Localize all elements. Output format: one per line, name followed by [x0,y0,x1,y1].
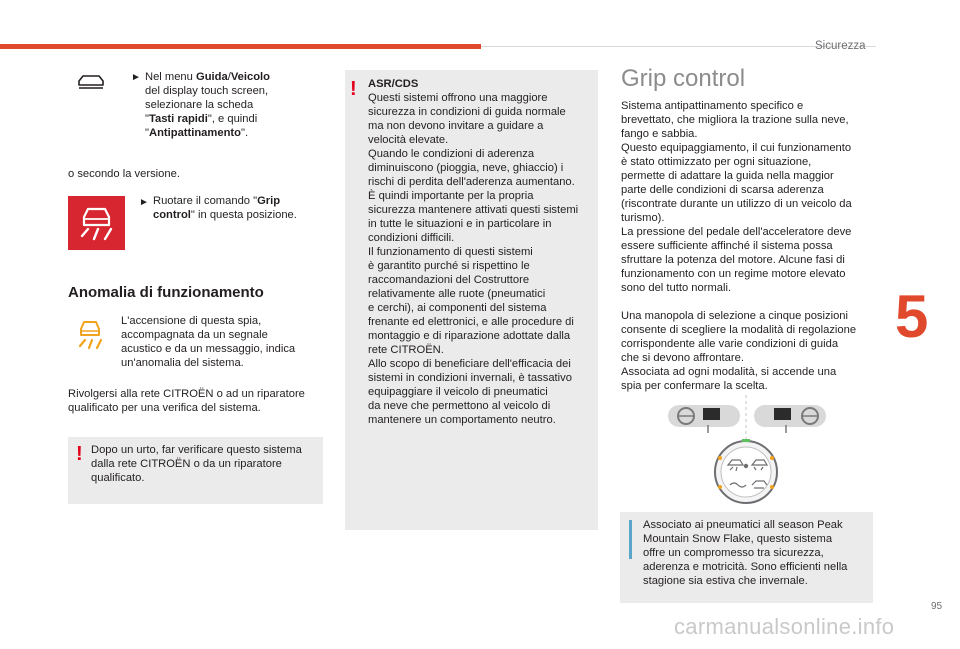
warning-line: dalla rete CITROËN o da un riparatore [91,458,282,470]
asr-cds-text [368,77,596,427]
info-line: aderenza e motricità. Sono efficienti nella [643,561,848,573]
selector-description [621,309,881,393]
grip-control-selector-diagram [660,393,840,513]
grip-line: funzionamento con un regime motore elevato [621,268,846,280]
menu-text: Nel menu [145,71,196,83]
asr-line: Questi sistemi offrono una maggiore [368,92,548,104]
asr-line: Allo scopo di beneficiare dell'efficacia dei [368,358,571,370]
warning-line: qualificato. [91,472,145,484]
collision-warning-text [91,443,323,485]
menu-bold-tasti: Tasti rapidi [148,113,208,125]
knob-instruction [153,194,318,222]
selector-line: che si devono affrontare. [621,352,744,364]
asr-line: sistemi in condizioni invernali, è tassativo [368,372,572,384]
grip-line: turismo). [621,212,665,224]
asr-line: è garantito purché si rispettino le [368,260,530,272]
anomaly-line: acustico e da un messaggio, indica [121,343,296,355]
grip-control-description [621,99,881,295]
asr-line: Il funzionamento di questi sistemi [368,246,533,258]
asr-line: montaggio e di riparazione adottate dalla [368,330,571,342]
knob-text: Ruotare il comando " [153,195,258,207]
asr-line: equipaggiare il veicolo di pneumatici [368,386,548,398]
chapter-number: 5 [895,283,929,350]
grip-line: (riscontrate durante un utilizzo di un veicolo da [621,198,852,210]
menu-quote: " [145,113,149,125]
asr-line: diminuiscono (pioggia, neve, ghiaccio) i [368,162,564,174]
asr-line: condizioni difficili. [368,232,455,244]
asr-line: raccomandazioni del Costruttore [368,274,530,286]
grip-line: essere sufficiente affinché il sistema possa [621,240,833,252]
menu-quote: " [145,127,149,139]
selector-line: Associata ad ogni modalità, si accende una [621,366,837,378]
menu-sep: / [227,71,231,83]
menu-instruction [145,70,315,140]
grip-line: è stato ottimizzato per ogni situazione, [621,156,812,168]
asr-line: velocità elevate. [368,134,449,146]
menu-bold-guida: Guida [196,71,228,83]
contact-dealer-text [68,387,328,415]
asr-line: mantenere un comportamento neutro. [368,414,556,426]
info-line: Associato ai pneumatici all season Peak [643,519,843,531]
asr-line: rischi di perdita dell'aderenza aumentano. [368,176,575,188]
grip-line: sono del tutto normali. [621,282,732,294]
asr-line: sicurezza in condizioni di guida normale [368,106,566,118]
menu-text: ", e quindi [207,113,258,125]
anomaly-heading: Anomalia di funzionamento [68,284,264,301]
menu-text: del display touch screen, [145,85,269,97]
selector-line: Una manopola di selezione a cinque posizioni [621,310,849,322]
grip-line: Questo equipaggiamento, il cui funzionamento [621,142,852,154]
grip-line: fango e sabbia. [621,128,698,140]
asr-line: in tutte le situazioni e in particolare in [368,218,552,230]
selector-line: consente di scegliere la modalità di regolazione [621,324,857,336]
knob-bullet: ► [139,197,149,208]
knob-bold-grip: Grip [257,195,281,207]
grip-control-heading: Grip control [621,65,746,92]
warning-icon: ! [350,78,357,100]
watermark: carmanualsonline.info [674,614,895,639]
or-version-text: o secondo la versione. [68,168,180,180]
asr-line: da neve che permettono al veicolo di [368,400,551,412]
asr-line: e cerchi), ai componenti del sistema [368,302,547,314]
info-line: Mountain Snow Flake, questo sistema [643,533,833,545]
knob-bold-control: control [153,209,191,221]
grip-line: brevettato, che migliora la trazione sulla neve, [621,114,849,126]
grip-control-knob-icon [68,196,125,250]
info-marker [629,520,632,559]
grip-line: Sistema antipattinamento specifico e [621,100,804,112]
menu-bold-antipattinamento: Antipattinamento [148,127,241,139]
knob-text: " in questa posizione. [190,209,297,221]
grip-line: parte delle condizioni di scarsa aderenza [621,184,824,196]
grip-warning-lamp-icon [76,316,104,350]
asr-line: frenante ed elettronici, e alle procedure di [368,316,574,328]
anomaly-line: accompagnata da un segnale [121,329,268,341]
asr-line: È quindi importante per la propria [368,190,534,202]
grip-line: sfruttare la potenza del motore. Alcune fasi di [621,254,845,266]
anomaly-line: L'accensione di questa spia, [121,315,262,327]
menu-text: selezionare la scheda [145,99,254,111]
tyre-info-text [643,518,871,588]
asr-cds-title: ASR/CDS [368,78,419,90]
info-line: offre un compromesso tra sicurezza, [643,547,824,559]
contact-line: Rivolgersi alla rete CITROËN o ad un riparatore [68,388,305,400]
menu-bold-veicolo: Veicolo [230,71,270,83]
asr-line: ma non devono invitare a guidare a [368,120,544,132]
menu-bullet: ► [131,72,141,83]
asr-line: relativamente alle ruote (pneumatici [368,288,546,300]
contact-line: qualificato per una verifica del sistema. [68,402,261,414]
asr-line: Quando le condizioni di aderenza [368,148,535,160]
selector-line: corrispondente alle varie condizioni di guida [621,338,839,350]
anomaly-line: un'anomalia del sistema. [121,357,244,369]
asr-line: sicurezza mantenere attivati questi sistemi [368,204,579,216]
anomaly-description [121,314,321,370]
warning-line: Dopo un urto, far verificare questo sistema [91,444,302,456]
asr-line: rete CITROËN. [368,344,444,356]
grip-line: permette di adattare la guida nella maggior [621,170,834,182]
grip-line: La pressione del pedale dell'acceleratore deve [621,226,852,238]
warning-icon: ! [76,443,83,465]
menu-text: ". [240,127,249,139]
car-menu-icon [76,72,106,92]
page-number: 95 [931,601,943,612]
info-line: stagione sia estiva che invernale. [643,575,808,587]
header-accent-bar [0,44,481,49]
selector-line: spia per confermare la scelta. [621,380,768,392]
section-label: Sicurezza [815,40,866,52]
